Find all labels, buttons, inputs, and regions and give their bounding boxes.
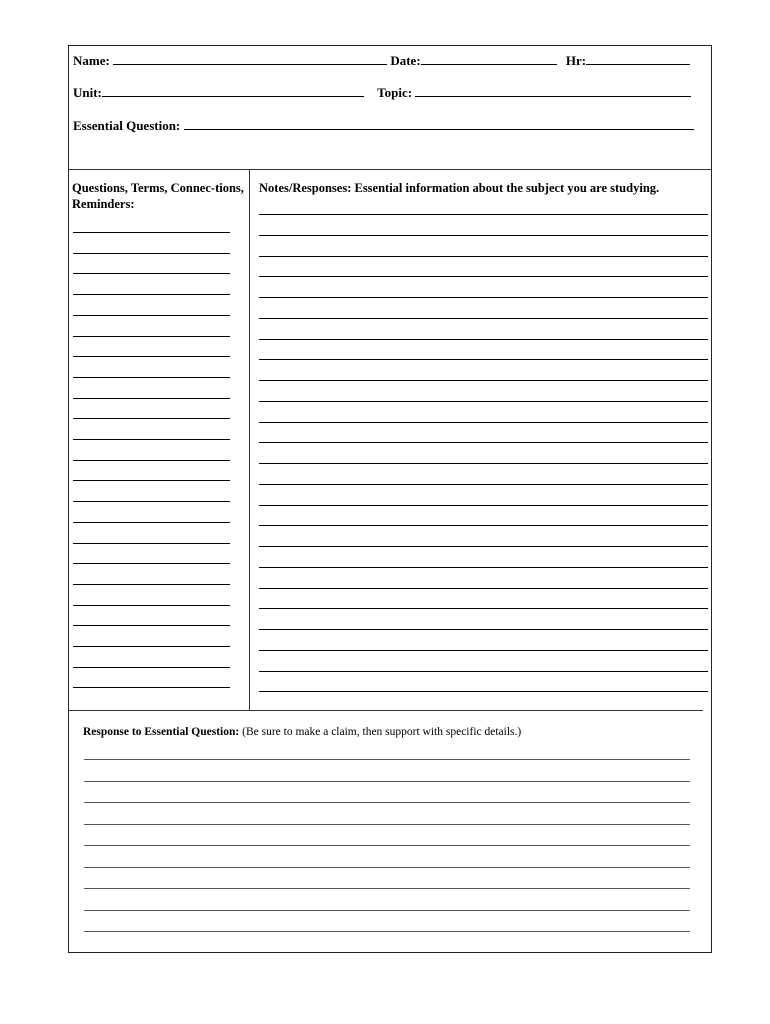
writing-line[interactable] bbox=[259, 588, 708, 589]
writing-line[interactable] bbox=[259, 484, 708, 485]
unit-label: Unit: bbox=[73, 85, 102, 100]
hr-field[interactable] bbox=[586, 53, 690, 65]
writing-line[interactable] bbox=[73, 667, 230, 668]
writing-line[interactable] bbox=[73, 646, 230, 647]
response-divider bbox=[69, 710, 703, 711]
writing-line[interactable] bbox=[259, 214, 708, 215]
writing-line[interactable] bbox=[84, 759, 690, 760]
writing-line[interactable] bbox=[259, 380, 708, 381]
writing-line[interactable] bbox=[259, 442, 708, 443]
writing-line[interactable] bbox=[73, 253, 230, 254]
response-label: Response to Essential Question: bbox=[83, 726, 240, 738]
writing-line[interactable] bbox=[84, 867, 690, 868]
writing-line[interactable] bbox=[259, 276, 708, 277]
essential-question-label: Essential Question: bbox=[73, 118, 181, 133]
writing-line[interactable] bbox=[73, 584, 230, 585]
writing-line[interactable] bbox=[73, 418, 230, 419]
topic-field[interactable] bbox=[415, 85, 691, 97]
writing-line[interactable] bbox=[73, 625, 230, 626]
hr-label: Hr: bbox=[565, 53, 587, 68]
writing-line[interactable] bbox=[73, 480, 230, 481]
header-row-3 bbox=[73, 118, 694, 134]
writing-line[interactable] bbox=[73, 398, 230, 399]
writing-line[interactable] bbox=[73, 315, 230, 316]
writing-line[interactable] bbox=[259, 505, 708, 506]
unit-field[interactable] bbox=[102, 85, 364, 97]
right-column-heading: Notes/Responses: Essential information about the subject you are studying. bbox=[259, 181, 660, 195]
writing-line[interactable] bbox=[259, 567, 708, 568]
writing-line[interactable] bbox=[73, 439, 230, 440]
writing-line[interactable] bbox=[259, 650, 708, 651]
header-divider bbox=[69, 169, 711, 170]
writing-line[interactable] bbox=[73, 294, 230, 295]
writing-line[interactable] bbox=[259, 671, 708, 672]
writing-line[interactable] bbox=[259, 525, 708, 526]
topic-label: Topic: bbox=[377, 85, 413, 100]
writing-line[interactable] bbox=[73, 563, 230, 564]
writing-line[interactable] bbox=[259, 318, 708, 319]
writing-line[interactable] bbox=[259, 422, 708, 423]
writing-line[interactable] bbox=[259, 546, 708, 547]
writing-line[interactable] bbox=[73, 232, 230, 233]
date-label: Date: bbox=[390, 53, 421, 68]
writing-line[interactable] bbox=[84, 888, 690, 889]
writing-line[interactable] bbox=[84, 845, 690, 846]
writing-line[interactable] bbox=[84, 781, 690, 782]
writing-line[interactable] bbox=[73, 273, 230, 274]
writing-line[interactable] bbox=[259, 256, 708, 257]
date-field[interactable] bbox=[421, 53, 557, 65]
writing-line[interactable] bbox=[84, 802, 690, 803]
writing-line[interactable] bbox=[73, 605, 230, 606]
left-column-heading: Questions, Terms, Connec-tions, Reminders: bbox=[72, 181, 244, 211]
writing-line[interactable] bbox=[259, 691, 708, 692]
writing-line[interactable] bbox=[259, 608, 708, 609]
writing-line[interactable] bbox=[73, 687, 230, 688]
writing-line[interactable] bbox=[73, 501, 230, 502]
writing-line[interactable] bbox=[73, 336, 230, 337]
header-row-1 bbox=[73, 53, 690, 69]
header-row-2 bbox=[73, 85, 691, 101]
writing-line[interactable] bbox=[259, 297, 708, 298]
name-field[interactable] bbox=[113, 53, 387, 65]
writing-line[interactable] bbox=[84, 931, 690, 932]
writing-line[interactable] bbox=[73, 356, 230, 357]
response-heading bbox=[83, 726, 521, 738]
column-divider bbox=[249, 170, 250, 710]
writing-line[interactable] bbox=[73, 377, 230, 378]
writing-line[interactable] bbox=[73, 522, 230, 523]
response-instruction: (Be sure to make a claim, then support with specific details.) bbox=[242, 726, 522, 738]
writing-line[interactable] bbox=[84, 824, 690, 825]
essential-question-field[interactable] bbox=[184, 118, 694, 130]
writing-line[interactable] bbox=[259, 235, 708, 236]
notes-sheet bbox=[68, 45, 712, 953]
writing-line[interactable] bbox=[84, 910, 690, 911]
writing-line[interactable] bbox=[73, 543, 230, 544]
writing-line[interactable] bbox=[259, 359, 708, 360]
writing-line[interactable] bbox=[259, 463, 708, 464]
name-label: Name: bbox=[73, 53, 110, 68]
writing-line[interactable] bbox=[259, 629, 708, 630]
writing-line[interactable] bbox=[73, 460, 230, 461]
writing-line[interactable] bbox=[259, 401, 708, 402]
writing-line[interactable] bbox=[259, 339, 708, 340]
